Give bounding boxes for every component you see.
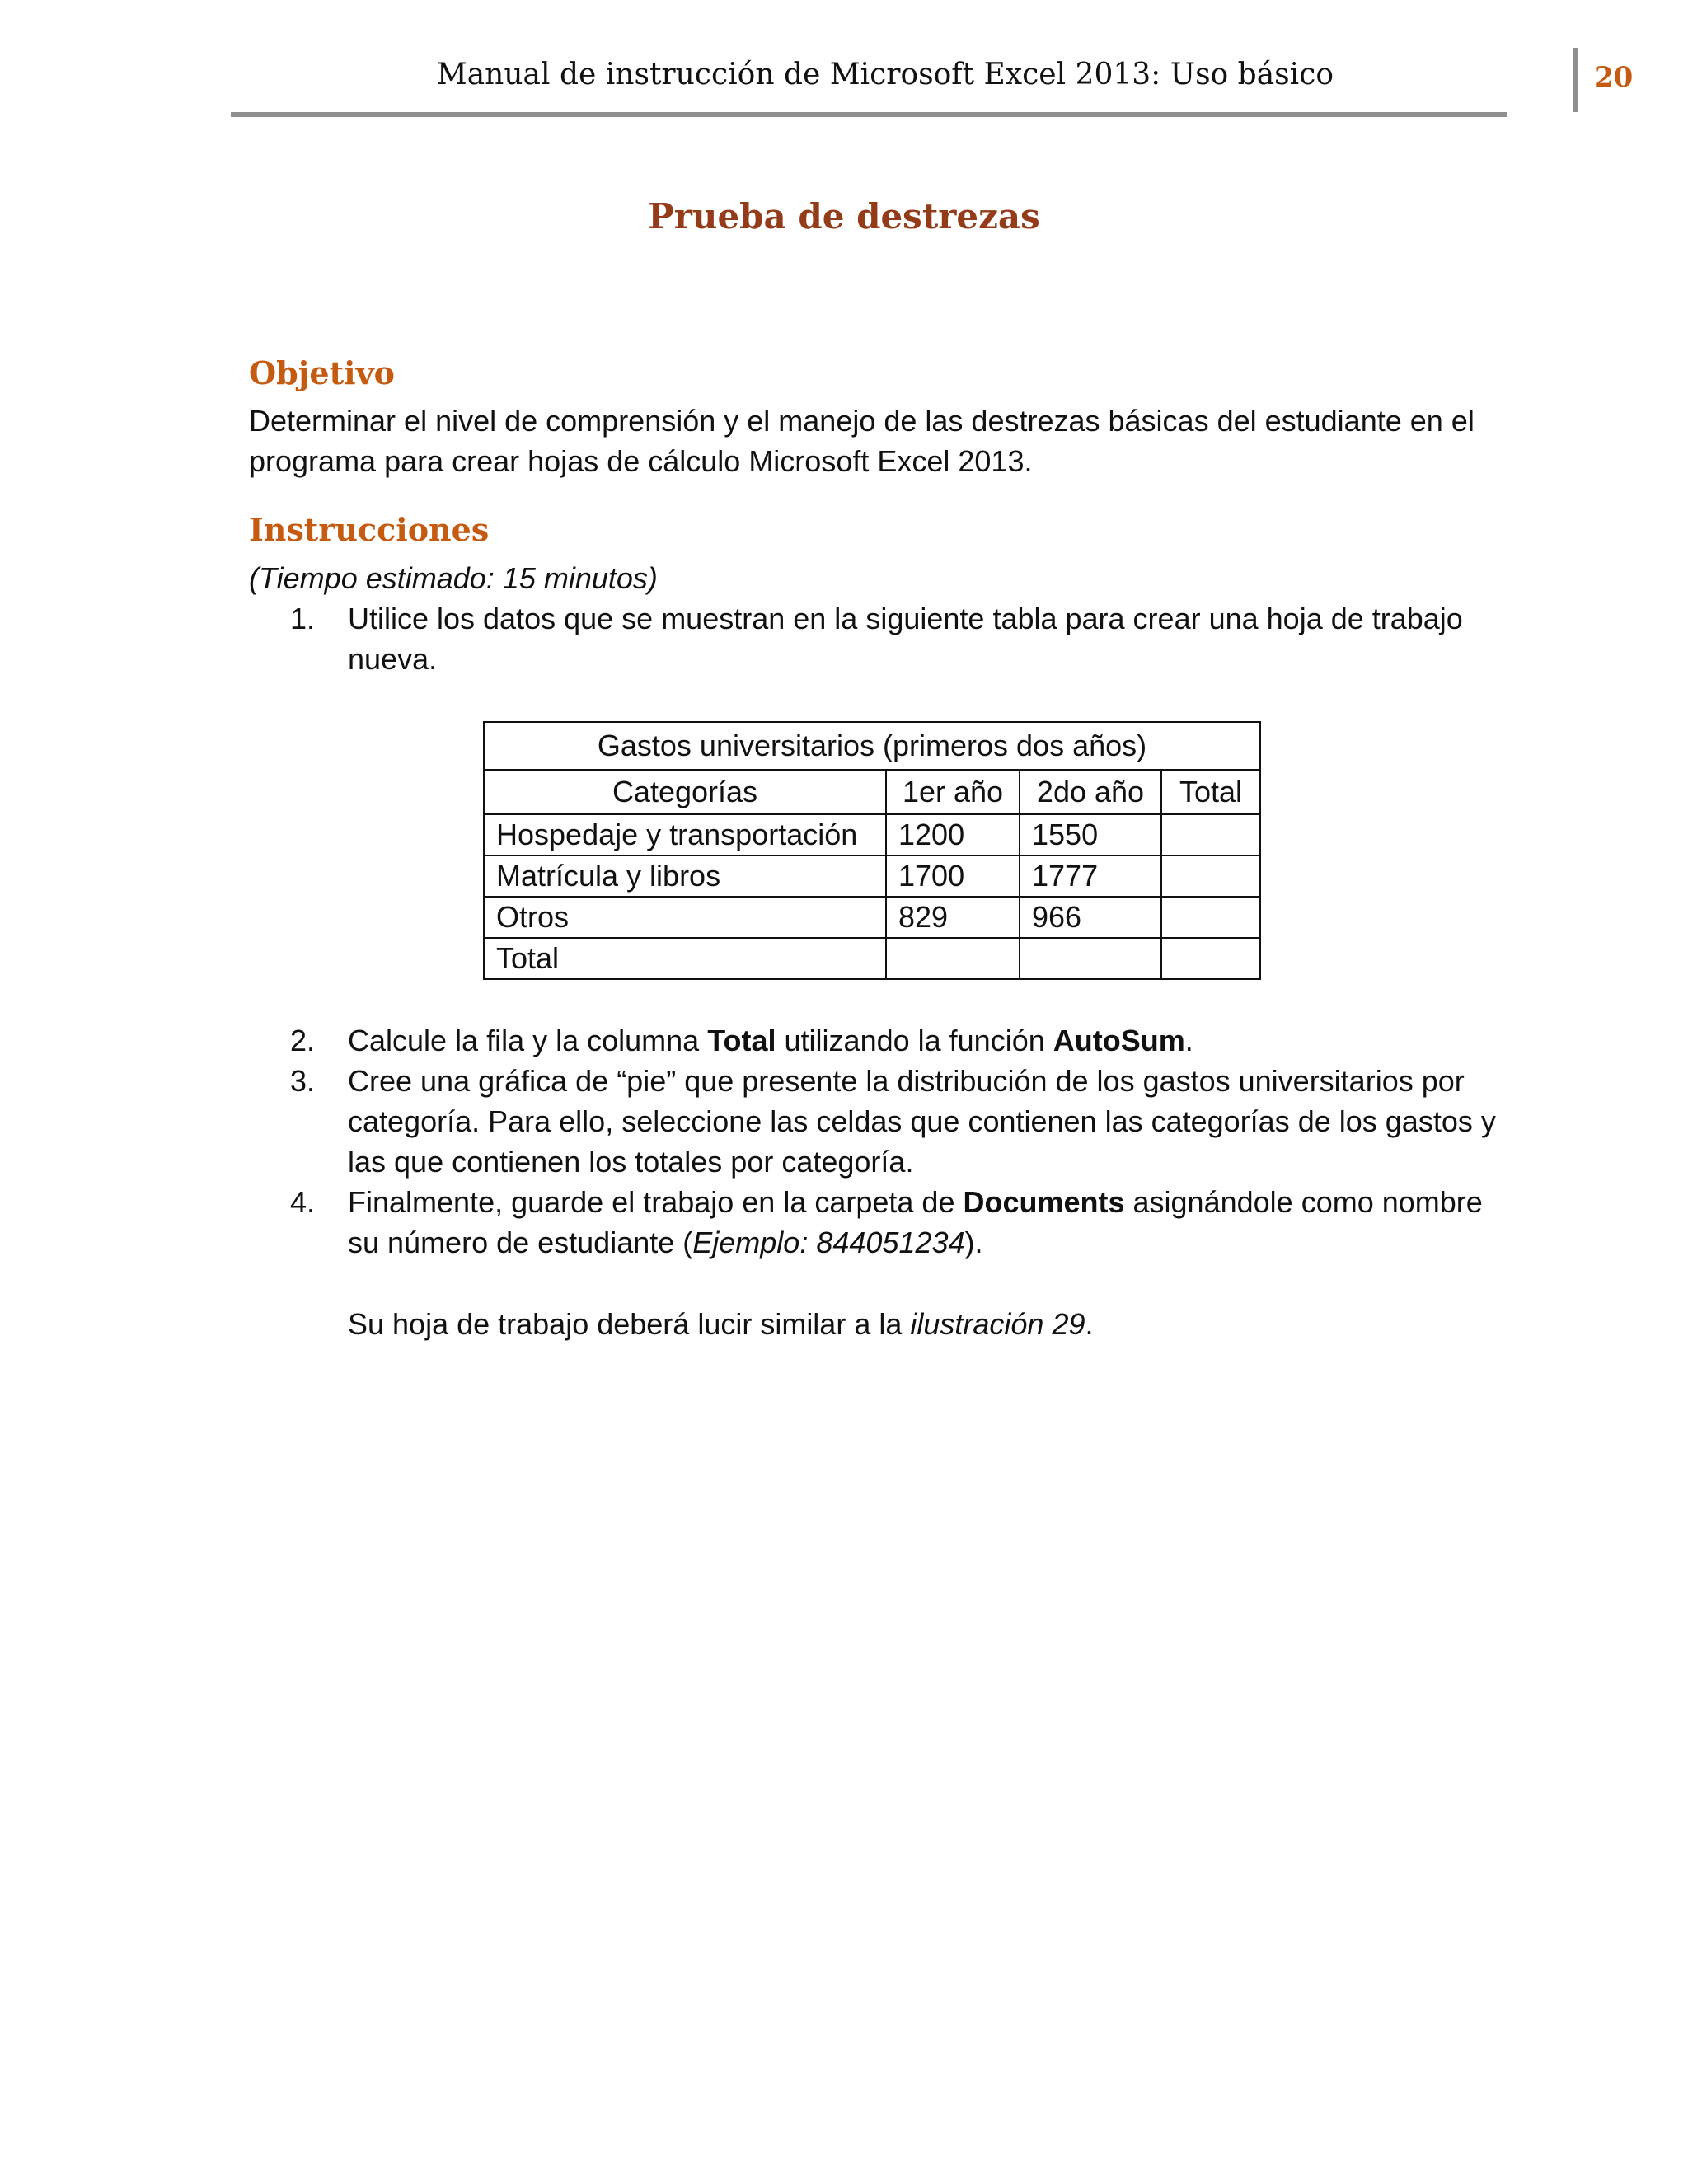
objective-text: Determinar el nivel de comprensión y el manejo de las destrezas básicas del estudiante en el programa para crear hojas de cálculo Microsoft Excel 2013.	[249, 404, 1475, 478]
item-text: Calcule la fila y la columna	[348, 1024, 708, 1057]
instruction-item-3	[290, 1061, 1502, 1182]
column-header: Categorías	[484, 770, 886, 814]
table-cell: 966	[1020, 897, 1161, 938]
item-bold-text: Documents	[963, 1185, 1125, 1219]
instructions-list-part2	[290, 1020, 1502, 1263]
table-cell: Hospedaje y transportación	[484, 814, 886, 855]
instructions-heading: Instrucciones	[249, 511, 490, 548]
header-title: Manual de instrucción de Microsoft Excel 2013: Uso básico	[436, 58, 1334, 91]
page-title: Prueba de destrezas	[648, 196, 1040, 237]
table-cell	[1161, 855, 1260, 897]
item-italic-text: Ejemplo: 844051234	[692, 1226, 965, 1259]
instructions-list-part1	[290, 598, 1502, 679]
instruction-item-2	[290, 1020, 1502, 1061]
closing-italic-text: ilustración 29	[910, 1307, 1085, 1341]
item-text: ).	[964, 1226, 983, 1259]
page-header	[231, 48, 1634, 117]
item-text: utilizando la función	[776, 1024, 1053, 1057]
instruction-item-4	[290, 1182, 1502, 1263]
item-number: 4.	[290, 1185, 316, 1219]
item-text: asignándole como nombre su número de estudiante (	[348, 1185, 1483, 1259]
time-estimate: (Tiempo estimado: 15 minutos)	[249, 561, 658, 595]
table-row	[484, 855, 1260, 897]
table-cell: 1550	[1020, 814, 1161, 855]
table-cell: Matrícula y libros	[484, 855, 886, 897]
item-number: 2.	[290, 1024, 316, 1057]
table-row	[484, 814, 1260, 855]
item-text: Cree una gráfica de “pie” que presente la distribución de los gastos universitarios por categoría. Para ello, seleccione las celdas que contienen las categorías de los gastos y las que contienen los totales por categoría.	[348, 1064, 1496, 1179]
table-header-row	[484, 770, 1260, 814]
table-cell	[1161, 814, 1260, 855]
column-header: Total	[1161, 770, 1260, 814]
expenses-table	[483, 721, 1261, 980]
item-number: 1.	[290, 602, 316, 635]
item-text: Utilice los datos que se muestran en la siguiente tabla para crear una hoja de trabajo nueva.	[348, 602, 1463, 676]
header-divider	[1573, 48, 1578, 112]
table-cell: Otros	[484, 897, 886, 938]
instruction-item-1	[290, 598, 1502, 679]
closing-note	[348, 1304, 1094, 1344]
table-row	[484, 938, 1260, 979]
objective-heading: Objetivo	[249, 354, 396, 391]
table-cell	[1161, 938, 1260, 979]
table-cell: 1777	[1020, 855, 1161, 897]
item-text: Finalmente, guarde el trabajo en la carpeta de	[348, 1185, 964, 1219]
table-caption: Gastos universitarios (primeros dos años)	[484, 722, 1260, 770]
page-number: 20	[1594, 61, 1634, 94]
item-bold-text: AutoSum	[1053, 1024, 1185, 1057]
table-cell	[1020, 938, 1161, 979]
column-header: 2do año	[1020, 770, 1161, 814]
item-text: .	[1184, 1024, 1193, 1057]
table-cell: 829	[886, 897, 1020, 938]
closing-text: Su hoja de trabajo deberá lucir similar a la	[348, 1307, 911, 1341]
table-cell: Total	[484, 938, 886, 979]
table-cell	[886, 938, 1020, 979]
table-cell: 1200	[886, 814, 1020, 855]
column-header: 1er año	[886, 770, 1020, 814]
table-cell: 1700	[886, 855, 1020, 897]
table-cell	[1161, 897, 1260, 938]
item-bold-text: Total	[707, 1024, 776, 1057]
item-number: 3.	[290, 1064, 316, 1098]
closing-text: .	[1085, 1307, 1094, 1341]
table-row	[484, 897, 1260, 938]
